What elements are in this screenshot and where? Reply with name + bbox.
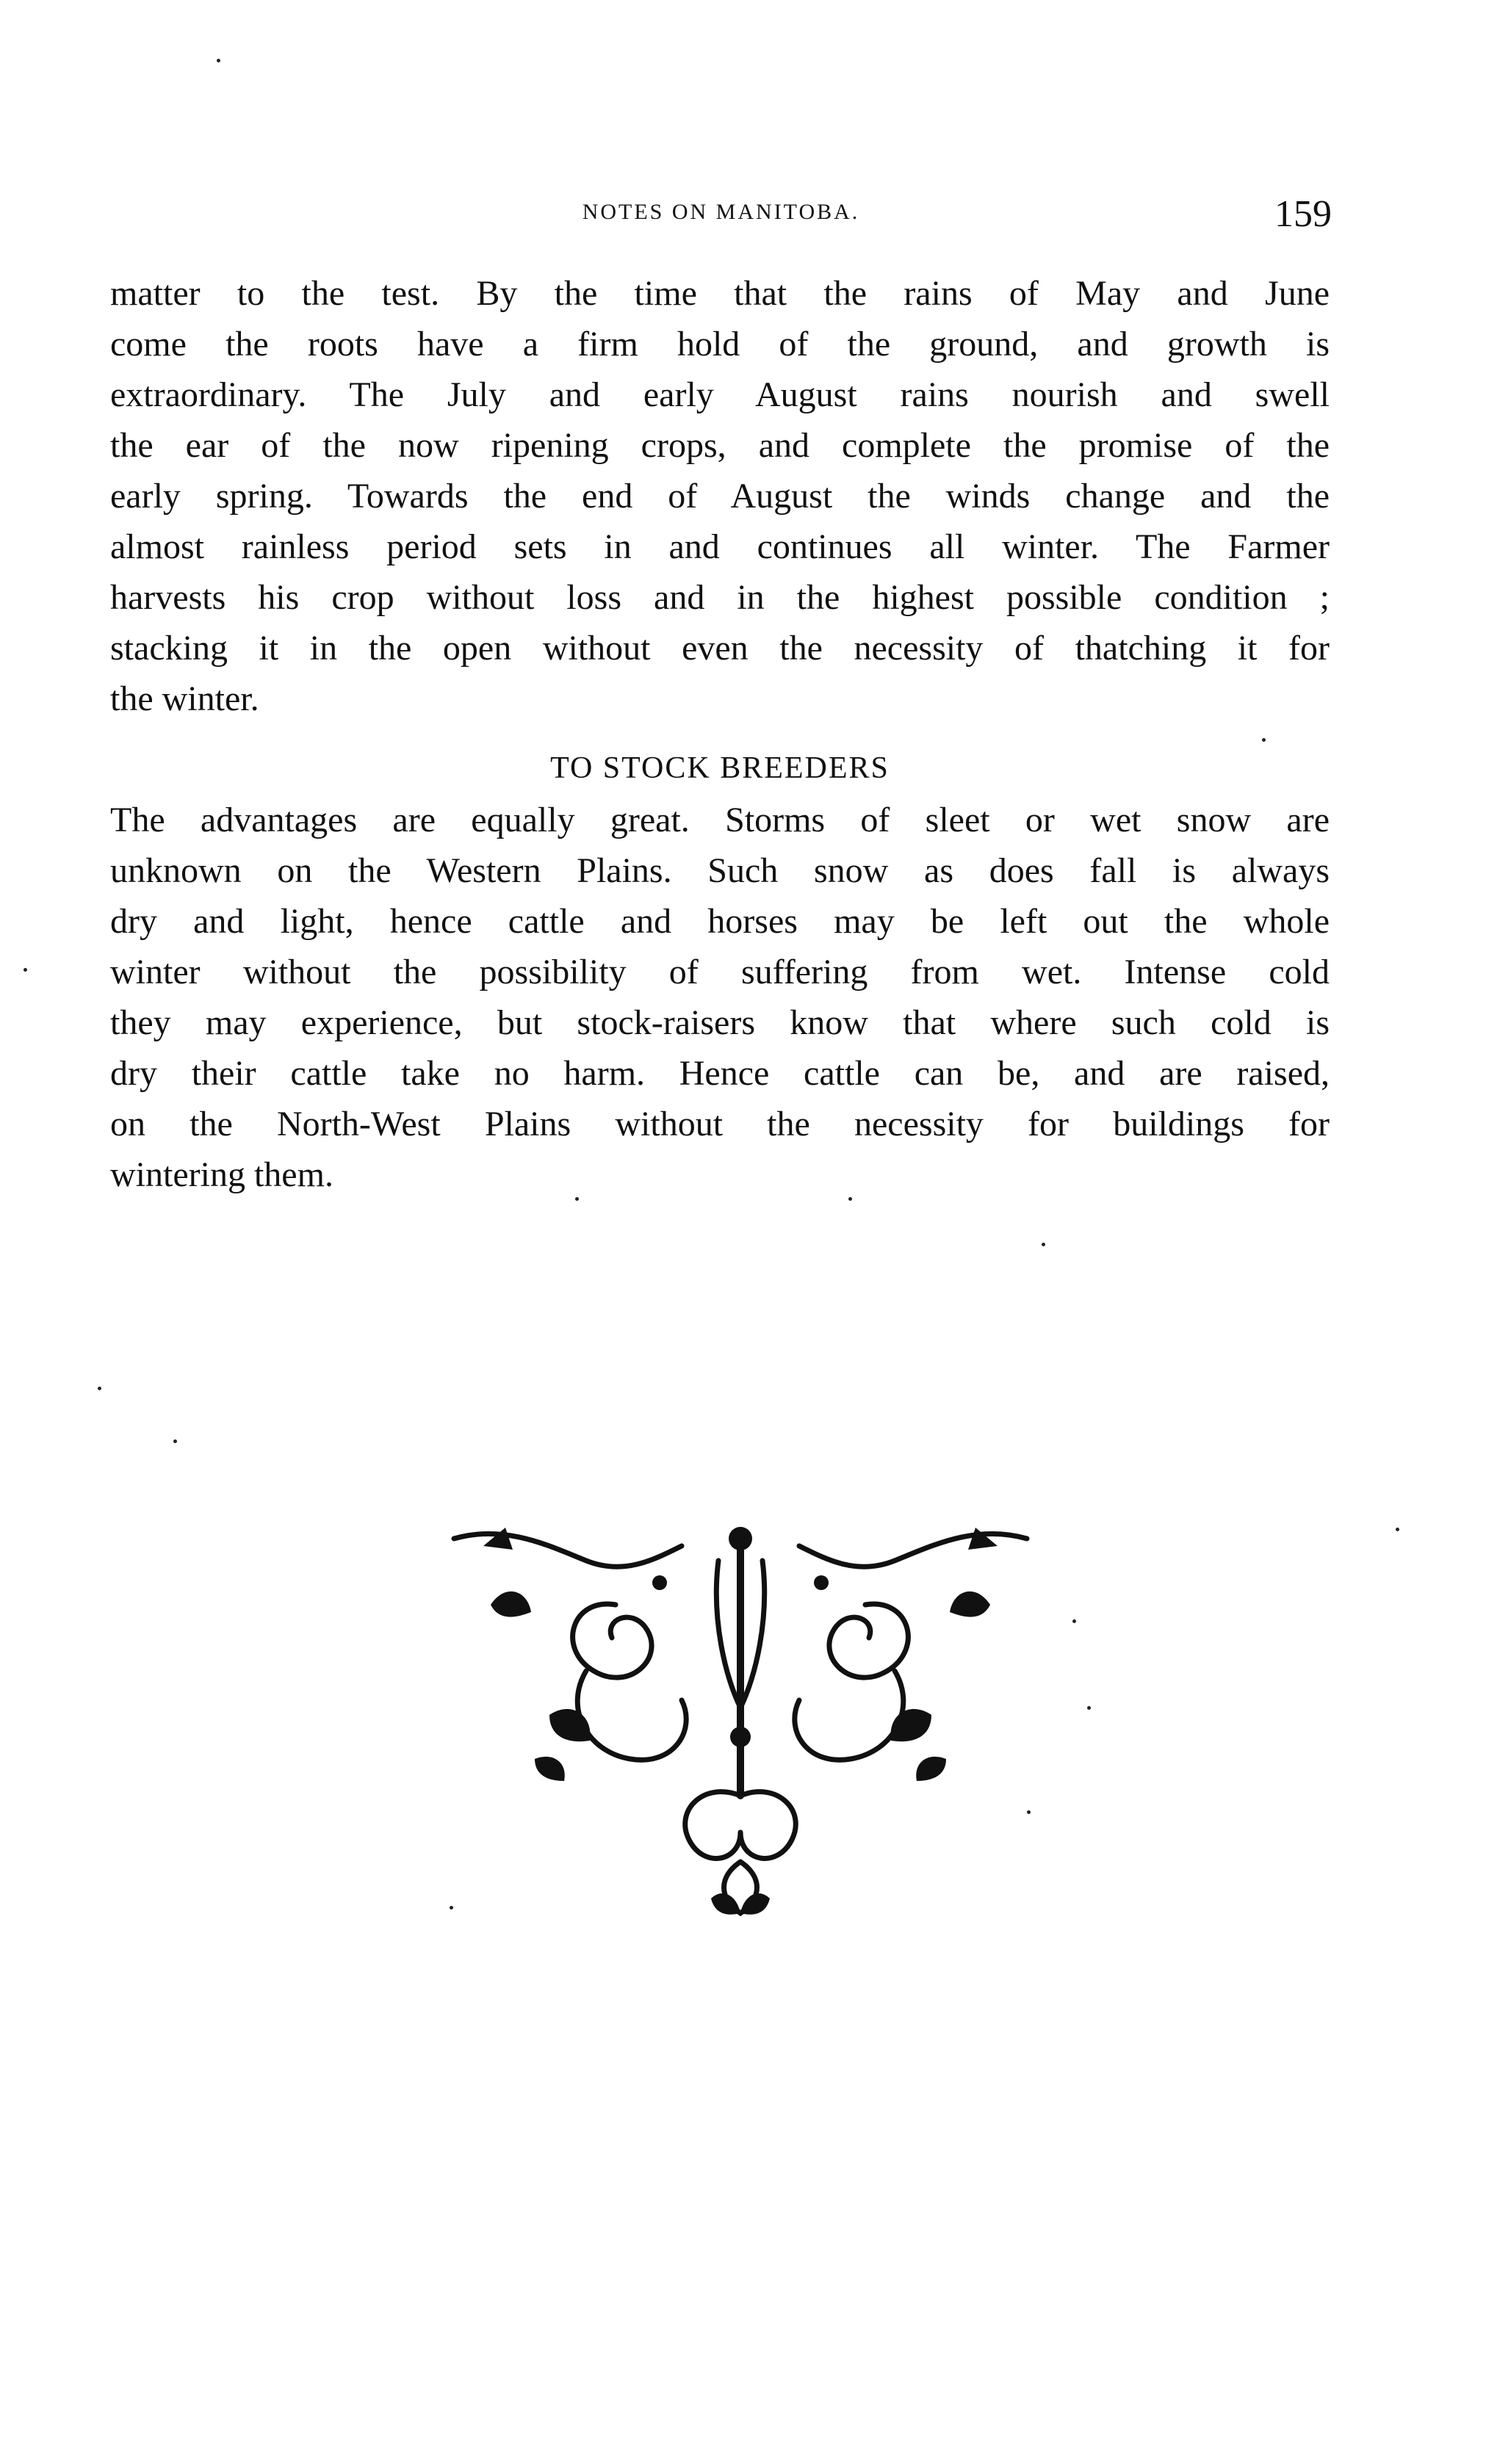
print-speck — [173, 1439, 177, 1443]
text-line: matter to the test. By the time that the rains of May and June — [110, 274, 1330, 313]
fleuron-tailpiece-icon — [439, 1517, 1042, 1928]
print-speck — [1027, 1810, 1031, 1814]
paragraph-stock-breeders — [110, 795, 1330, 1200]
print-speck — [217, 59, 220, 62]
page-number: 159 — [1274, 193, 1332, 235]
print-speck — [1042, 1243, 1045, 1246]
text-line: winter without the possibility of suffering from wet. Intense cold — [110, 953, 1330, 991]
text-line: on the North-West Plains without the necessity for buildings for — [110, 1105, 1330, 1144]
text-line: wintering them. — [110, 1155, 333, 1194]
text-line: dry their cattle take no harm. Hence cattle can be, and are raised, — [110, 1054, 1330, 1093]
running-head — [110, 192, 1332, 244]
text-line: the ear of the now ripening crops, and complete the promise of the — [110, 426, 1330, 465]
print-speck — [98, 1387, 101, 1390]
text-line: The advantages are equally great. Storms of sleet or wet snow are — [110, 801, 1330, 839]
text-line: early spring. Towards the end of August the winds change and the — [110, 477, 1330, 516]
print-speck — [1087, 1706, 1091, 1710]
paragraph-harvest — [110, 268, 1330, 724]
text-line: they may experience, but stock-raisers know that where such cold is — [110, 1003, 1330, 1042]
print-speck — [1262, 738, 1266, 742]
section-heading: TO STOCK BREEDERS — [550, 751, 890, 785]
text-line: unknown on the Western Plains. Such snow as does fall is always — [110, 851, 1330, 890]
text-line: harvests his crop without loss and in the highest possible condition ; — [110, 578, 1330, 617]
text-line: come the roots have a firm hold of the ground, and growth is — [110, 325, 1330, 364]
print-speck — [848, 1197, 852, 1201]
print-speck — [1072, 1619, 1076, 1623]
print-speck — [575, 1197, 579, 1201]
print-speck — [450, 1906, 453, 1910]
running-title: NOTES ON MANITOBA. — [582, 200, 860, 224]
print-speck — [24, 968, 27, 972]
text-line: dry and light, hence cattle and horses may be left out the whole — [110, 902, 1330, 941]
text-line: almost rainless period sets in and continues all winter. The Farmer — [110, 527, 1330, 566]
text-line: extraordinary. The July and early August rains nourish and swell — [110, 375, 1330, 414]
text-line: the winter. — [110, 679, 259, 718]
print-speck — [1396, 1528, 1399, 1531]
text-line: stacking it in the open without even the necessity of thatching it for — [110, 629, 1330, 668]
